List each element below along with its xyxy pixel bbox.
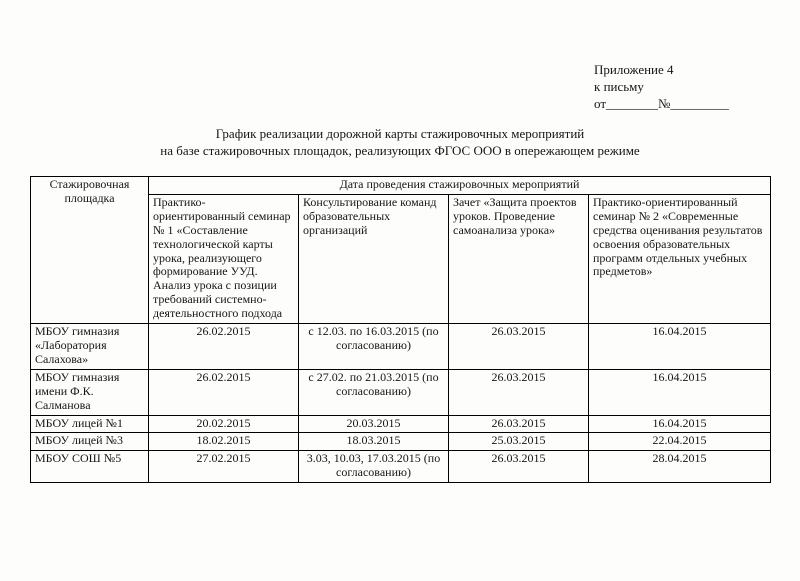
appendix-number: Приложение 4: [594, 62, 674, 77]
date-cell: 16.04.2015: [589, 369, 771, 415]
school-name-cell: МБОУ гимназия имени Ф.К. Салманова: [31, 369, 149, 415]
schedule-table: [30, 176, 771, 483]
column-header-seminar-1: Практико-ориентированный семинар № 1 «Составление технологической карты урока, реализующего формирование УУД. Анализ урока с позиции требований системно-деятельностного подхода: [149, 194, 299, 323]
date-cell: 26.03.2015: [449, 324, 589, 370]
table-header-row-1: [31, 177, 771, 195]
column-header-consulting: Консультирование команд образовательных организаций: [299, 194, 449, 323]
date-cell: 18.02.2015: [149, 433, 299, 451]
column-header-site: Стажировочная площадка: [31, 177, 149, 324]
table-row: [31, 451, 771, 483]
column-header-dates-group: Дата проведения стажировочных мероприятий: [149, 177, 771, 195]
school-name-cell: МБОУ гимназия «Лаборатория Салахова»: [31, 324, 149, 370]
date-cell: 3.03, 10.03, 17.03.2015 (по согласованию): [299, 451, 449, 483]
date-cell: 26.03.2015: [449, 415, 589, 433]
date-cell: 20.02.2015: [149, 415, 299, 433]
date-cell: 22.04.2015: [589, 433, 771, 451]
date-cell: 26.02.2015: [149, 369, 299, 415]
letter-reference: к письму: [594, 78, 644, 94]
table-row: [31, 369, 771, 415]
date-cell: 25.03.2015: [449, 433, 589, 451]
date-cell: 18.03.2015: [299, 433, 449, 451]
table-row: [31, 415, 771, 433]
date-cell: 28.04.2015: [589, 451, 771, 483]
date-cell: 26.03.2015: [449, 369, 589, 415]
date-cell: 26.02.2015: [149, 324, 299, 370]
letter-date-number-line: от________№_________: [594, 95, 729, 111]
reference-block: [594, 62, 729, 113]
date-cell: с 27.02. по 21.03.2015 (по согласованию): [299, 369, 449, 415]
document-title: [0, 126, 800, 160]
date-cell: с 12.03. по 16.03.2015 (по согласованию): [299, 324, 449, 370]
date-cell: 16.04.2015: [589, 415, 771, 433]
school-name-cell: МБОУ лицей №1: [31, 415, 149, 433]
school-name-cell: МБОУ лицей №3: [31, 433, 149, 451]
date-cell: 27.02.2015: [149, 451, 299, 483]
column-header-seminar-2: Практико-ориентированный семинар № 2 «Современные средства оценивания результатов освоения образовательных программ отдельных учебных предметов»: [589, 194, 771, 323]
date-cell: 26.03.2015: [449, 451, 589, 483]
date-cell: 20.03.2015: [299, 415, 449, 433]
table-row: [31, 433, 771, 451]
document-title-line2: на базе стажировочных площадок, реализующих ФГОС ООО в опережающем режиме: [160, 142, 640, 158]
date-cell: 16.04.2015: [589, 324, 771, 370]
table-row: [31, 324, 771, 370]
document-title-line1: График реализации дорожной карты стажировочных мероприятий: [215, 126, 585, 141]
school-name-cell: МБОУ СОШ №5: [31, 451, 149, 483]
column-header-test: Зачет «Защита проектов уроков. Проведение самоанализа урока»: [449, 194, 589, 323]
